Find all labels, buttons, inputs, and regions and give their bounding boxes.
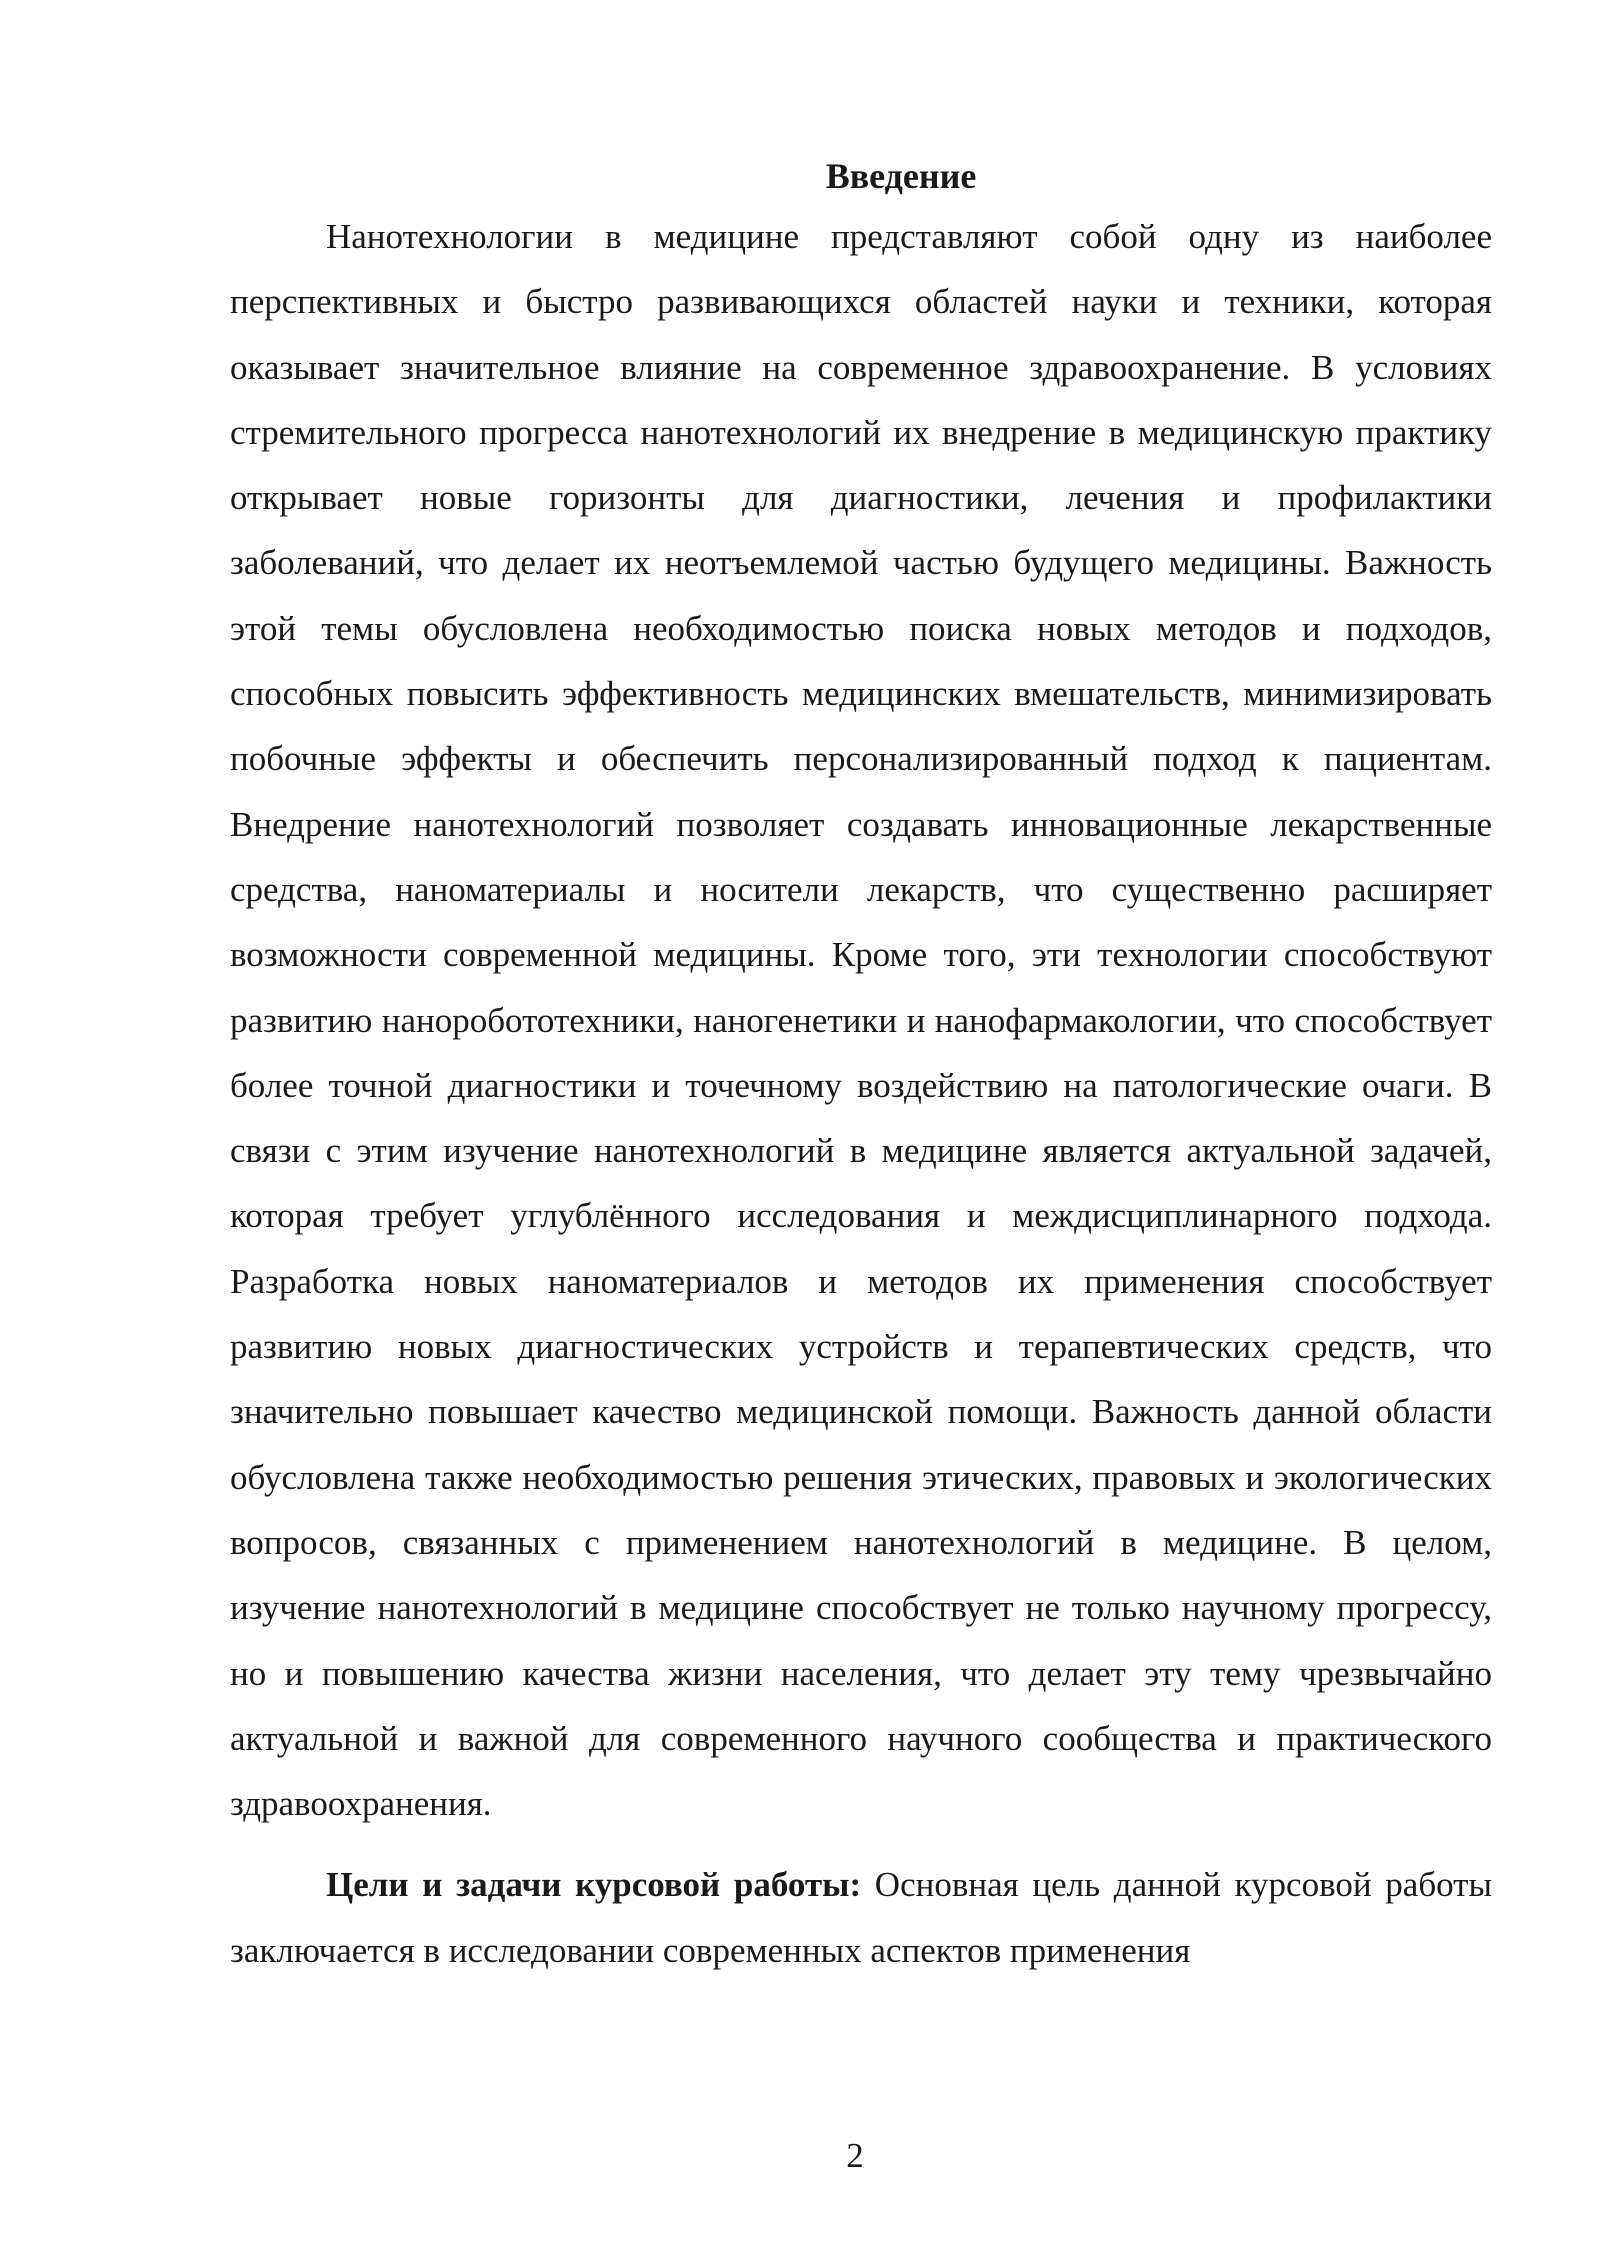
paragraph-goals	[230, 1852, 1492, 1983]
paragraph-text: Нанотехнологии в медицине представляют собой одну из наиболее перспективных и быстро развивающихся областей науки и техники, которая оказывает значительное влияние на современное здравоохранение. В условиях стремительного прогресса нанотехнологий их внедрение в медицинскую практику открывает новые горизонты для диагностики, лечения и профилактики заболеваний, что делает их неотъемлемой частью будущего медицины. Важность этой темы обусловлена необходимостью поиска новых методов и подходов, способных повысить эффективность медицинских вмешательств, минимизировать побочные эффекты и обеспечить персонализированный подход к пациентам. Внедрение нанотехнологий позволяет создавать инновационные лекарственные средства, наноматериалы и носители лекарств, что существенно расширяет возможности современной медицины. Кроме того, эти технологии способствуют развитию наноробототехники, наногенетики и нанофармакологии, что способствует более точной диагностики и точечному воздействию на патологические очаги. В связи с этим изучение нанотехнологий в медицине является актуальной задачей, которая требует углублённого исследования и междисциплинарного подхода. Разработка новых наноматериалов и методов их применения способствует развитию новых диагностических устройств и терапевтических средств, что значительно повышает качество медицинской помощи. Важность данной области обусловлена также необходимостью решения этических, правовых и экологических вопросов, связанных с применением нанотехнологий в медицине. В целом, изучение нанотехнологий в медицине способствует не только научному прогрессу, но и повышению качества жизни населения, что делает эту тему чрезвычайно актуальной и важной для современного научного сообщества и практического здравоохранения.	[230, 217, 1492, 1824]
paragraph-lead: Цели и задачи курсовой работы:	[326, 1865, 862, 1905]
page-content	[230, 148, 1492, 1983]
paragraph-intro	[230, 204, 1492, 1836]
page-number: 2	[846, 2136, 864, 2175]
section-heading: Введение	[825, 156, 977, 196]
paragraph-text: Основная цель данной курсовой работы заключается в исследовании современных аспектов применения	[230, 1865, 1492, 1970]
